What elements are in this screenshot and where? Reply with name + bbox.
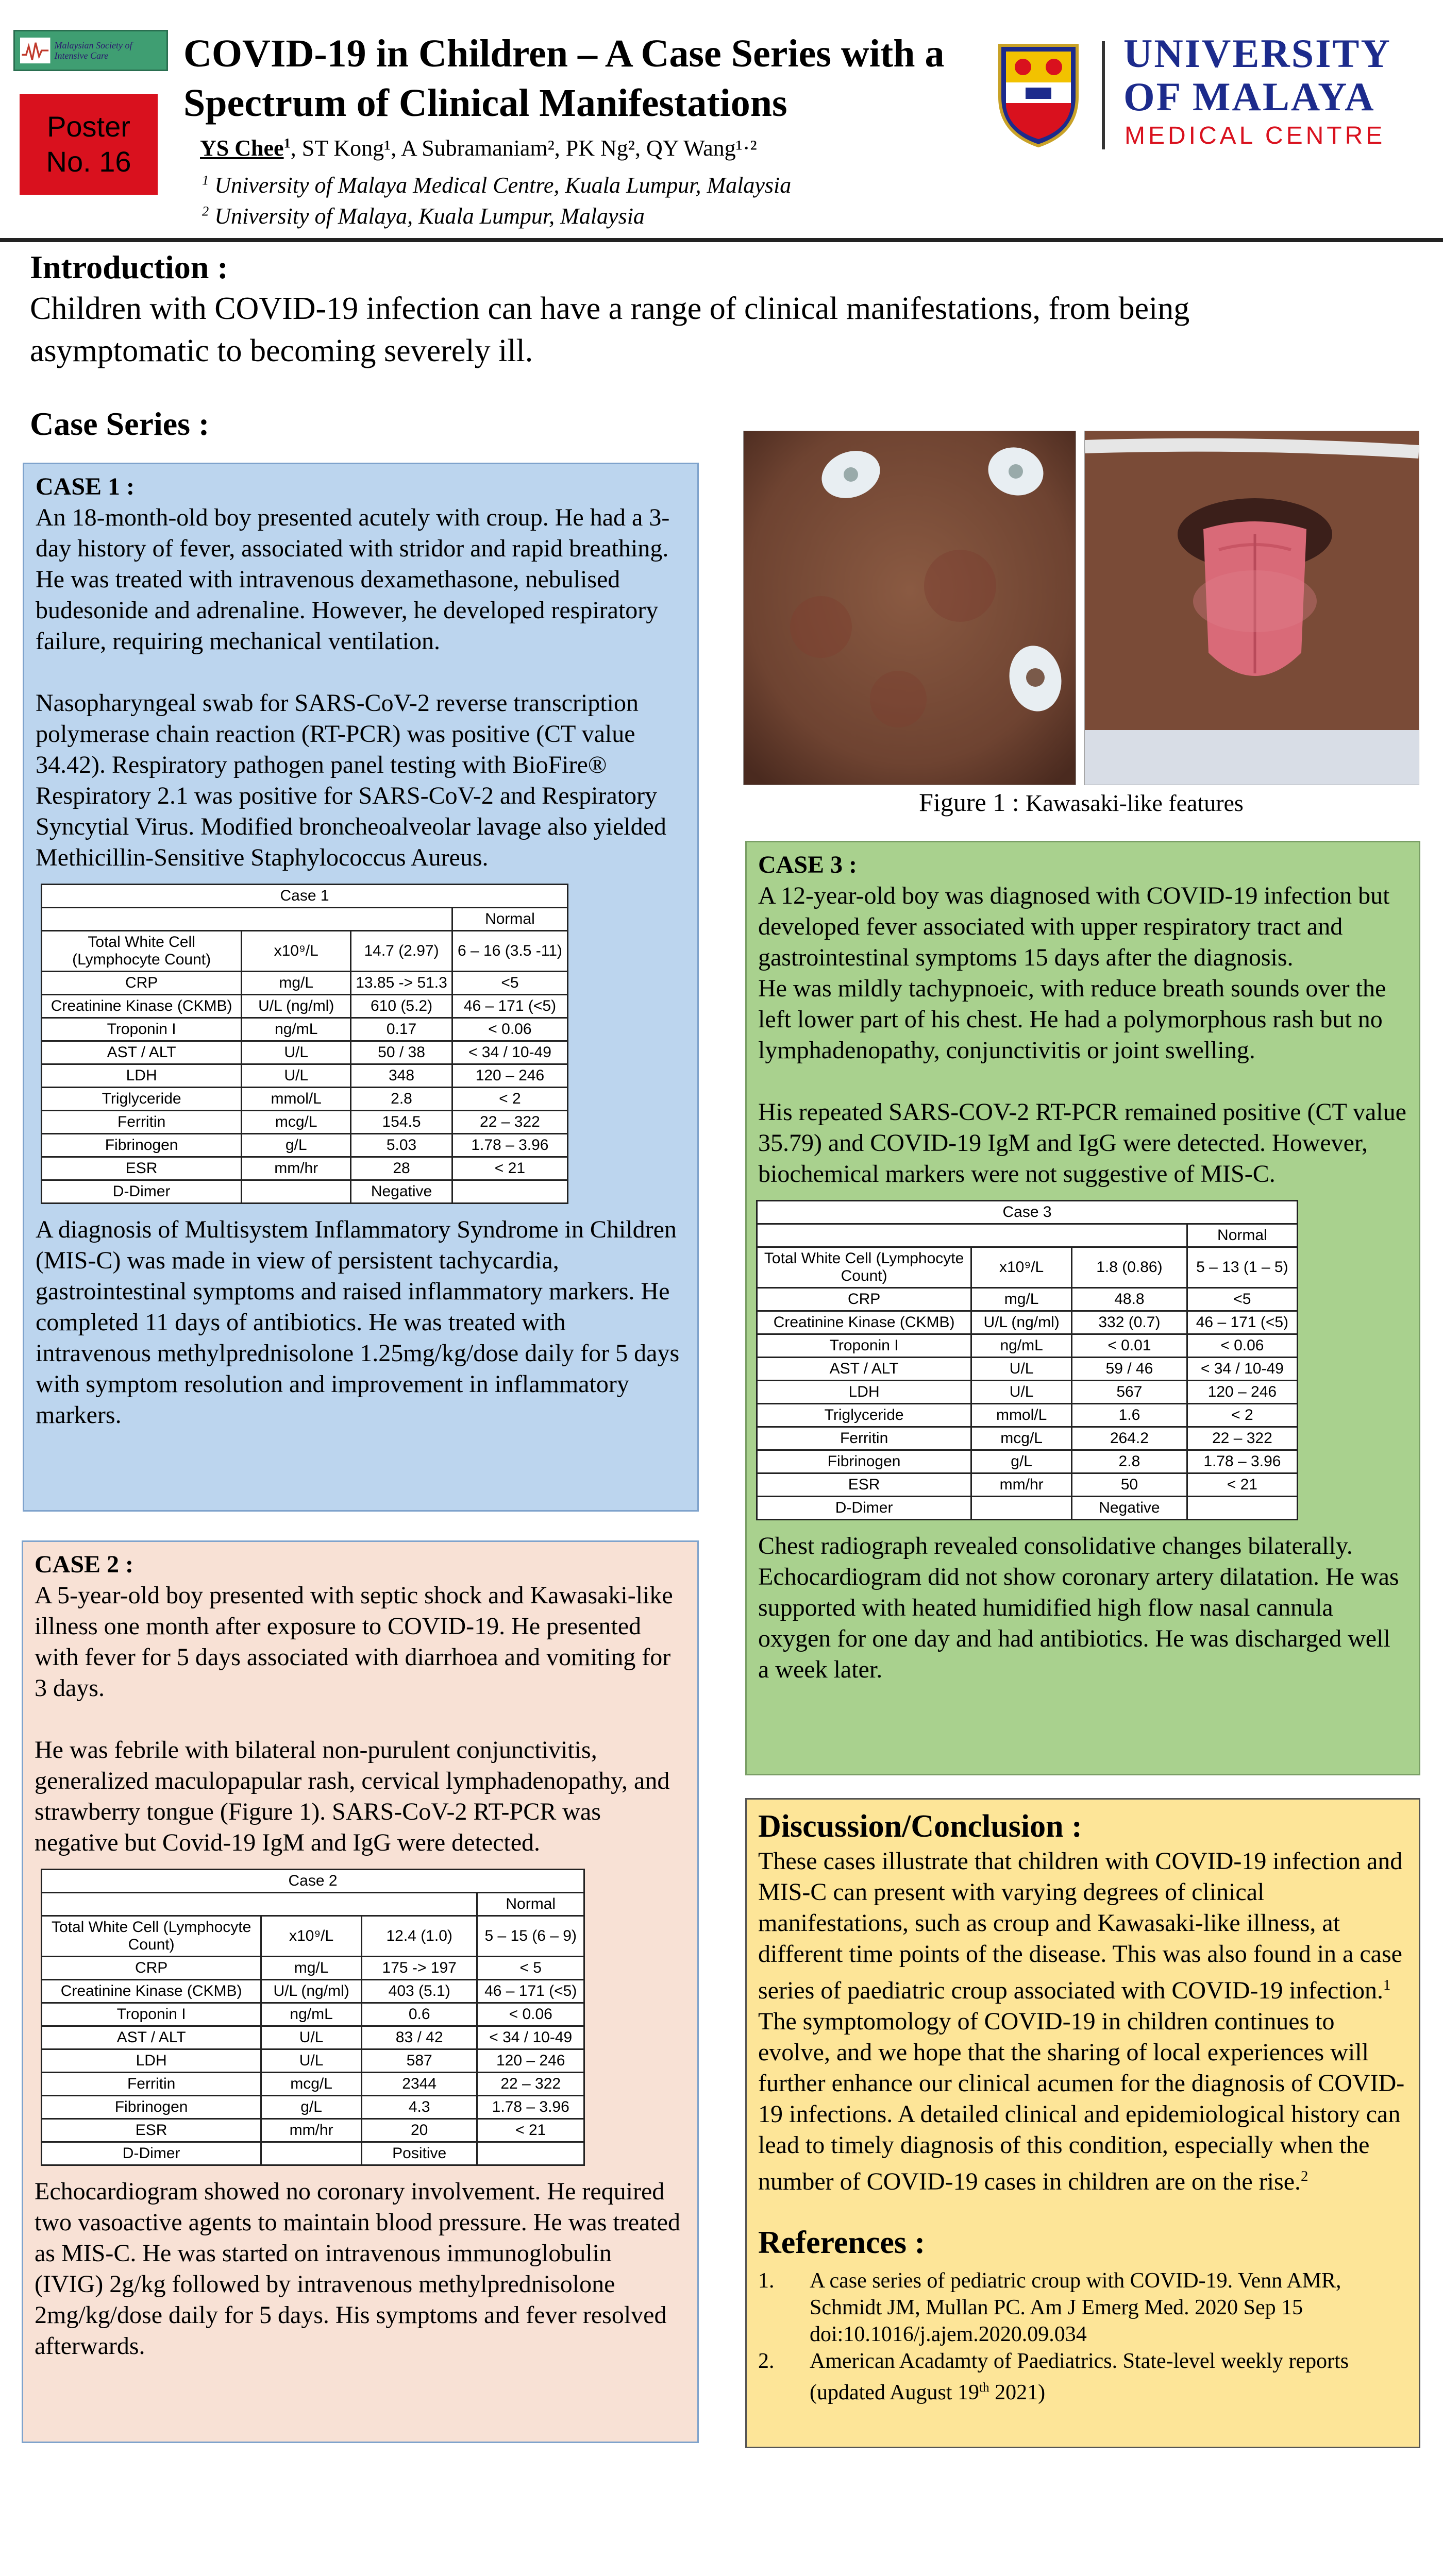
affiliation-1-sup: 1: [202, 172, 209, 188]
figure1-photo-chest-rash: [743, 431, 1076, 785]
lab-cell-normal: 46 – 171 (<5): [477, 1980, 584, 2003]
lab-table-row: [757, 1404, 1298, 1427]
discussion-box: [745, 1798, 1420, 2448]
lab-cell-unit: U/L: [261, 2049, 362, 2073]
lab-cell-test: Fibrinogen: [42, 2096, 261, 2119]
lab-cell-value: 83 / 42: [361, 2026, 477, 2049]
lab-cell-test: Fibrinogen: [757, 1450, 971, 1473]
strawberry-tongue-image-icon: [1085, 431, 1419, 785]
society-logo-icon: [20, 35, 51, 66]
case3-box: [745, 841, 1420, 1775]
lab-cell-normal: < 34 / 10-49: [1187, 1358, 1297, 1381]
lab-table-row: [757, 1288, 1298, 1311]
university-crest-icon: [995, 40, 1082, 148]
figure1-caption-text: Kawasaki-like features: [1026, 790, 1244, 816]
lab-cell-value: 332 (0.7): [1072, 1311, 1187, 1334]
case1-normal-header: Normal: [452, 908, 567, 931]
lab-cell-unit: U/L: [242, 1064, 351, 1088]
case3-table-title: Case 3: [757, 1201, 1298, 1224]
case2-paragraph-1: A 5-year-old boy presented with septic shock and Kawasaki-like illness one month after exposure to COVID-19. He presented with fever for 5 days associated with diarrhoea and vomiting for 3 days.: [35, 1582, 673, 1702]
lab-table-row: [42, 995, 568, 1018]
lab-cell-test: D-Dimer: [757, 1497, 971, 1520]
lab-cell-value: < 0.01: [1072, 1334, 1187, 1358]
lab-table-row: [42, 1957, 584, 1980]
lab-cell-value: Negative: [1072, 1497, 1187, 1520]
lab-cell-test: D-Dimer: [42, 1180, 242, 1204]
lab-cell-test: LDH: [757, 1381, 971, 1404]
introduction-heading: Introduction :: [30, 249, 228, 285]
lab-cell-value: 2.8: [1072, 1450, 1187, 1473]
lab-cell-normal: 120 – 246: [1187, 1381, 1297, 1404]
lab-cell-test: Ferritin: [757, 1427, 971, 1450]
lab-cell-value: 264.2: [1072, 1427, 1187, 1450]
lab-cell-normal: < 34 / 10-49: [477, 2026, 584, 2049]
lab-cell-value: Positive: [361, 2142, 477, 2165]
lab-table-row: [42, 972, 568, 995]
lab-cell-value: 567: [1072, 1381, 1187, 1404]
lab-cell-test: ESR: [42, 1157, 242, 1180]
case2-paragraph-3: Echocardiogram showed no coronary involvement. He required two vasoactive agents to maintain blood pressure. He was treated as MIS-C. He was started on intravenous immunoglobulin (IVIG) 2g/kg followed by intravenous methylprednisolone 2mg/kg/dose daily for 5 days. His symptoms and fever resolved afterwards.: [35, 2178, 680, 2360]
lab-cell-test: Creatinine Kinase (CKMB): [42, 1980, 261, 2003]
lab-cell-normal: 22 – 322: [477, 2073, 584, 2096]
poster-badge-line1: Poster: [47, 110, 130, 143]
case2-normal-header: Normal: [477, 1893, 584, 1916]
case2-heading: CASE 2 :: [35, 1551, 134, 1578]
lab-cell-value: 175 -> 197: [361, 1957, 477, 1980]
discussion-citation-2: 2: [1301, 2168, 1308, 2184]
reference-item: [758, 2267, 1407, 2348]
lab-cell-normal: 5 – 15 (6 – 9): [477, 1916, 584, 1957]
lab-cell-test: AST / ALT: [757, 1358, 971, 1381]
author-list: [200, 135, 757, 161]
affiliation-1-text: University of Malaya Medical Centre, Kuala Lumpur, Malaysia: [214, 173, 792, 198]
case2-table-title: Case 2: [42, 1870, 584, 1893]
lab-table-row: [42, 2142, 584, 2165]
reference-text: A case series of pediatric croup with COVID-19. Venn AMR, Schmidt JM, Mullan PC. Am J Emerg Med. 2020 Sep 15 doi:10.1016/j.ajem.2020.09.034: [810, 2269, 1341, 2346]
first-author-sup: 1: [283, 135, 291, 151]
lab-cell-value: 4.3: [361, 2096, 477, 2119]
lab-cell-unit: mg/L: [242, 972, 351, 995]
lab-table-row: [42, 1018, 568, 1041]
society-logo: [13, 30, 168, 71]
lab-table-row: [757, 1334, 1298, 1358]
lab-cell-value: 348: [351, 1064, 452, 1088]
lab-cell-normal: 1.78 – 3.96: [452, 1134, 567, 1157]
lab-cell-unit: mmol/L: [242, 1088, 351, 1111]
lab-cell-unit: U/L (ng/ml): [261, 1980, 362, 2003]
lab-cell-unit: g/L: [242, 1134, 351, 1157]
lab-cell-unit: U/L: [971, 1381, 1072, 1404]
reference-number: 2.: [758, 2349, 775, 2373]
lab-cell-unit: mmol/L: [971, 1404, 1072, 1427]
lab-cell-test: Total White Cell (Lymphocyte Count): [757, 1247, 971, 1288]
lab-cell-unit: [971, 1497, 1072, 1520]
lab-cell-normal: 120 – 246: [452, 1064, 567, 1088]
medical-centre-label: MEDICAL CENTRE: [1125, 122, 1386, 149]
case3-lab-table: [756, 1200, 1298, 1520]
lab-cell-normal: < 5: [477, 1957, 584, 1980]
lab-cell-normal: 46 – 171 (<5): [1187, 1311, 1297, 1334]
lab-cell-unit: ng/mL: [261, 2003, 362, 2026]
lab-cell-value: 20: [361, 2119, 477, 2142]
lab-cell-normal: <5: [452, 972, 567, 995]
lab-cell-value: 2344: [361, 2073, 477, 2096]
lab-cell-test: Triglyceride: [757, 1404, 971, 1427]
case3-normal-header: Normal: [1187, 1224, 1297, 1247]
case1-paragraph-2: Nasopharyngeal swab for SARS-CoV-2 reverse transcription polymerase chain reaction (RT-PCR) was positive (CT value 34.42). Respiratory pathogen panel testing with BioFire® Respiratory 2.1 was positive for SARS-CoV-2 and Respiratory Syncytial Virus. Modified broncheoalveolar lavage also yielded Methicillin-Sensitive Staphylococcus Aureus.: [36, 689, 666, 871]
case1-box: [23, 463, 699, 1512]
lab-table-row: [42, 1041, 568, 1064]
lab-cell-value: 1.6: [1072, 1404, 1187, 1427]
introduction-text: Children with COVID-19 infection can have a range of clinical manifestations, from being asymptomatic to becoming severely ill.: [30, 291, 1190, 368]
lab-cell-unit: mg/L: [261, 1957, 362, 1980]
references-heading: References :: [758, 2225, 926, 2260]
lab-cell-test: Ferritin: [42, 2073, 261, 2096]
lab-cell-unit: mm/hr: [242, 1157, 351, 1180]
lab-cell-unit: mm/hr: [971, 1473, 1072, 1497]
university-name-line1: UNIVERSITY: [1123, 31, 1391, 76]
lab-cell-test: Total White Cell (Lymphocyte Count): [42, 931, 242, 972]
lab-cell-value: 0.6: [361, 2003, 477, 2026]
lab-cell-test: Creatinine Kinase (CKMB): [757, 1311, 971, 1334]
lab-cell-unit: U/L (ng/ml): [971, 1311, 1072, 1334]
discussion-text-b: The symptomology of COVID-19 in children continues to evolve, and we hope that the sharing of local experiences will further enhance our clinical acumen for the diagnosis of COVID-19 infections. A detailed clinical and epidemiological history can lead to timely diagnosis of this condition, especially when the number of COVID-19 cases in children are on the rise.: [758, 2008, 1405, 2195]
case1-paragraph-1: An 18-month-old boy presented acutely with croup. He had a 3-day history of fever, associated with stridor and rapid breathing. He was treated with intravenous dexamethasone, nebulised budesonide and adrenaline. However, he developed respiratory failure, requiring mechanical ventilation.: [36, 504, 670, 655]
case1-table-title: Case 1: [42, 885, 568, 908]
figure1-caption-prefix: Figure 1 :: [919, 788, 1026, 817]
references-list: [758, 2267, 1407, 2406]
lab-cell-normal: 5 – 13 (1 – 5): [1187, 1247, 1297, 1288]
lab-cell-test: Triglyceride: [42, 1088, 242, 1111]
lab-table-row: [42, 1916, 584, 1957]
lab-table-row: [42, 1180, 568, 1204]
poster-title: [183, 29, 1008, 128]
lab-cell-test: ESR: [757, 1473, 971, 1497]
poster-badge-line2: No. 16: [46, 145, 131, 178]
lab-cell-value: 50: [1072, 1473, 1187, 1497]
lab-cell-value: 13.85 -> 51.3: [351, 972, 452, 995]
figure1-photo-strawberry-tongue: [1084, 431, 1419, 785]
lab-cell-value: 610 (5.2): [351, 995, 452, 1018]
lab-cell-test: LDH: [42, 2049, 261, 2073]
lab-cell-normal: 1.78 – 3.96: [477, 2096, 584, 2119]
lab-cell-test: CRP: [42, 972, 242, 995]
case1-paragraph-3: A diagnosis of Multisystem Inflammatory Syndrome in Children (MIS-C) was made in view of persistent tachycardia, gastrointestinal symptoms and raised inflammatory markers. He completed 11 days of antibiotics. He was treated with intravenous methylprednisolone 1.25mg/kg/dose daily for 5 days with symptom resolution and improvement in inflammatory markers.: [36, 1216, 680, 1429]
reference-item: [758, 2348, 1407, 2406]
reference-sup: th: [979, 2381, 989, 2395]
lab-cell-test: AST / ALT: [42, 1041, 242, 1064]
lab-cell-normal: 46 – 171 (<5): [452, 995, 567, 1018]
lab-cell-unit: U/L: [971, 1358, 1072, 1381]
lab-cell-value: 59 / 46: [1072, 1358, 1187, 1381]
lab-cell-normal: <5: [1187, 1288, 1297, 1311]
lab-cell-value: 1.8 (0.86): [1072, 1247, 1187, 1288]
reference-text-b: 2021): [989, 2381, 1046, 2404]
lab-cell-unit: [242, 1180, 351, 1204]
lab-cell-unit: ng/mL: [971, 1334, 1072, 1358]
case3-paragraph-2: His repeated SARS-COV-2 RT-PCR remained positive (CT value 35.79) and COVID-19 IgM and IgG were detected. However, biochemical markers were not suggestive of MIS-C.: [758, 1098, 1406, 1188]
lab-cell-test: CRP: [757, 1288, 971, 1311]
lab-table-row: [42, 2096, 584, 2119]
discussion-text-a: These cases illustrate that children with COVID-19 infection and MIS-C can present with varying degrees of clinical manifestations, such as croup and Kawasaki-like illness, at different time points of the disease. This was also found in a case series of paediatric croup associated with COVID-19 infection.: [758, 1848, 1403, 2004]
lab-cell-normal: < 2: [1187, 1404, 1297, 1427]
case-series-heading: Case Series :: [30, 405, 210, 442]
lab-cell-normal: 120 – 246: [477, 2049, 584, 2073]
lab-table-row: [757, 1497, 1298, 1520]
lab-cell-normal: 22 – 322: [452, 1111, 567, 1134]
lab-cell-unit: mcg/L: [242, 1111, 351, 1134]
other-authors: , ST Kong¹, A Subramaniam², PK Ng², QY Wang¹·²: [290, 135, 757, 161]
lab-cell-normal: 22 – 322: [1187, 1427, 1297, 1450]
reference-text: [810, 2348, 1407, 2406]
lab-cell-test: ESR: [42, 2119, 261, 2142]
affiliation-2-sup: 2: [202, 203, 209, 219]
lab-table-row: [42, 2003, 584, 2026]
lab-table-row: [757, 1427, 1298, 1450]
case2-box: [22, 1540, 699, 2443]
discussion-citation-1: 1: [1383, 1977, 1391, 1993]
lab-cell-unit: [261, 2142, 362, 2165]
case1-heading: CASE 1 :: [36, 473, 135, 500]
lab-cell-value: 5.03: [351, 1134, 452, 1157]
lab-cell-test: Troponin I: [757, 1334, 971, 1358]
lab-cell-test: Troponin I: [42, 2003, 261, 2026]
header-rule: [0, 238, 1443, 242]
discussion-heading: Discussion/Conclusion :: [758, 1809, 1082, 1844]
title-line2: Spectrum of Clinical Manifestations: [183, 81, 787, 125]
lab-cell-value: 154.5: [351, 1111, 452, 1134]
lab-table-row: [42, 1134, 568, 1157]
case2-paragraph-2: He was febrile with bilateral non-purulent conjunctivitis, generalized maculopapular rash, cervical lymphadenopathy, and strawberry tongue (Figure 1). SARS-CoV-2 RT-PCR was negative but Covid-19 IgM and IgG were detected.: [35, 1736, 670, 1856]
lab-cell-test: LDH: [42, 1064, 242, 1088]
affiliation-1: [202, 172, 791, 198]
lab-table-row: [42, 1157, 568, 1180]
header-divider: [1102, 41, 1105, 149]
lab-cell-unit: U/L: [242, 1041, 351, 1064]
case3-paragraph-3: Chest radiograph revealed consolidative changes bilaterally. Echocardiogram did not show coronary artery dilatation. He was supported with heated humidified high flow nasal cannula oxygen for one day and had antibiotics. He was discharged well a week later.: [758, 1532, 1399, 1683]
lab-cell-unit: U/L (ng/ml): [242, 995, 351, 1018]
chest-rash-image-icon: [744, 431, 1076, 785]
first-author: YS Chee: [200, 135, 284, 161]
lab-cell-unit: x10⁹/L: [242, 931, 351, 972]
lab-cell-unit: x10⁹/L: [971, 1247, 1072, 1288]
affiliation-2: [202, 203, 645, 229]
lab-cell-normal: 6 – 16 (3.5 -11): [452, 931, 567, 972]
lab-cell-normal: < 0.06: [452, 1018, 567, 1041]
lab-cell-normal: < 21: [452, 1157, 567, 1180]
lab-cell-normal: < 2: [452, 1088, 567, 1111]
lab-table-row: [42, 1088, 568, 1111]
lab-cell-normal: < 21: [477, 2119, 584, 2142]
poster-number-badge: [20, 94, 158, 195]
lab-cell-test: Total White Cell (Lymphocyte Count): [42, 1916, 261, 1957]
lab-cell-unit: mcg/L: [971, 1427, 1072, 1450]
lab-cell-unit: g/L: [261, 2096, 362, 2119]
university-name-line2: OF MALAYA: [1123, 74, 1375, 119]
lab-cell-value: 28: [351, 1157, 452, 1180]
reference-text-a: American Acadamty of Paediatrics. State-level weekly reports (updated August 19: [810, 2349, 1349, 2404]
lab-cell-test: D-Dimer: [42, 2142, 261, 2165]
lab-cell-value: 403 (5.1): [361, 1980, 477, 2003]
figure1-caption: [742, 787, 1420, 817]
lab-cell-test: AST / ALT: [42, 2026, 261, 2049]
lab-cell-test: Fibrinogen: [42, 1134, 242, 1157]
lab-cell-normal: < 0.06: [1187, 1334, 1297, 1358]
lab-table-row: [757, 1247, 1298, 1288]
case3-heading: CASE 3 :: [758, 851, 858, 878]
lab-cell-unit: ng/mL: [242, 1018, 351, 1041]
lab-cell-unit: g/L: [971, 1450, 1072, 1473]
lab-cell-unit: U/L: [261, 2026, 362, 2049]
lab-cell-normal: < 0.06: [477, 2003, 584, 2026]
lab-cell-test: CRP: [42, 1957, 261, 1980]
lab-cell-value: 2.8: [351, 1088, 452, 1111]
lab-table-row: [42, 1980, 584, 2003]
lab-table-row: [42, 2049, 584, 2073]
lab-cell-normal: [477, 2142, 584, 2165]
lab-cell-test: Ferritin: [42, 1111, 242, 1134]
case1-lab-table: [41, 884, 568, 1204]
lab-cell-unit: mm/hr: [261, 2119, 362, 2142]
lab-cell-normal: [1187, 1497, 1297, 1520]
case3-paragraph-1: A 12-year-old boy was diagnosed with COVID-19 infection but developed fever associated with upper respiratory tract and gastrointestinal symptoms 15 days after the diagnosis.: [758, 882, 1390, 971]
society-logo-text: Malaysian Society of Intensive Care: [54, 40, 132, 61]
lab-cell-value: 50 / 38: [351, 1041, 452, 1064]
affiliation-2-text: University of Malaya, Kuala Lumpur, Malaysia: [214, 204, 645, 229]
case3-paragraph-1b: He was mildly tachypnoeic, with reduce breath sounds over the left lower part of his chest. He had a polymorphous rash but no lymphadenopathy, conjunctivitis or joint swelling.: [758, 975, 1386, 1064]
lab-table-row: [42, 931, 568, 972]
reference-number: 1.: [758, 2269, 775, 2293]
lab-table-row: [757, 1311, 1298, 1334]
lab-cell-value: Negative: [351, 1180, 452, 1204]
lab-cell-normal: [452, 1180, 567, 1204]
lab-cell-unit: x10⁹/L: [261, 1916, 362, 1957]
lab-table-row: [757, 1381, 1298, 1404]
lab-cell-value: 587: [361, 2049, 477, 2073]
lab-cell-value: 14.7 (2.97): [351, 931, 452, 972]
university-name: [1123, 32, 1391, 118]
lab-table-row: [42, 2119, 584, 2142]
lab-cell-test: Creatinine Kinase (CKMB): [42, 995, 242, 1018]
lab-table-row: [42, 2073, 584, 2096]
lab-cell-unit: mg/L: [971, 1288, 1072, 1311]
lab-cell-value: 48.8: [1072, 1288, 1187, 1311]
lab-cell-normal: < 34 / 10-49: [452, 1041, 567, 1064]
lab-table-row: [42, 1111, 568, 1134]
lab-table-row: [42, 2026, 584, 2049]
lab-cell-normal: 1.78 – 3.96: [1187, 1450, 1297, 1473]
lab-table-row: [757, 1450, 1298, 1473]
lab-table-row: [42, 1064, 568, 1088]
lab-cell-value: 0.17: [351, 1018, 452, 1041]
title-line1: COVID-19 in Children – A Case Series with a: [183, 32, 945, 75]
lab-table-row: [757, 1473, 1298, 1497]
lab-cell-value: 12.4 (1.0): [361, 1916, 477, 1957]
lab-cell-test: Troponin I: [42, 1018, 242, 1041]
case2-lab-table: [41, 1869, 585, 2166]
lab-cell-unit: mcg/L: [261, 2073, 362, 2096]
lab-table-row: [757, 1358, 1298, 1381]
lab-cell-normal: < 21: [1187, 1473, 1297, 1497]
discussion-text: [758, 1846, 1407, 2197]
